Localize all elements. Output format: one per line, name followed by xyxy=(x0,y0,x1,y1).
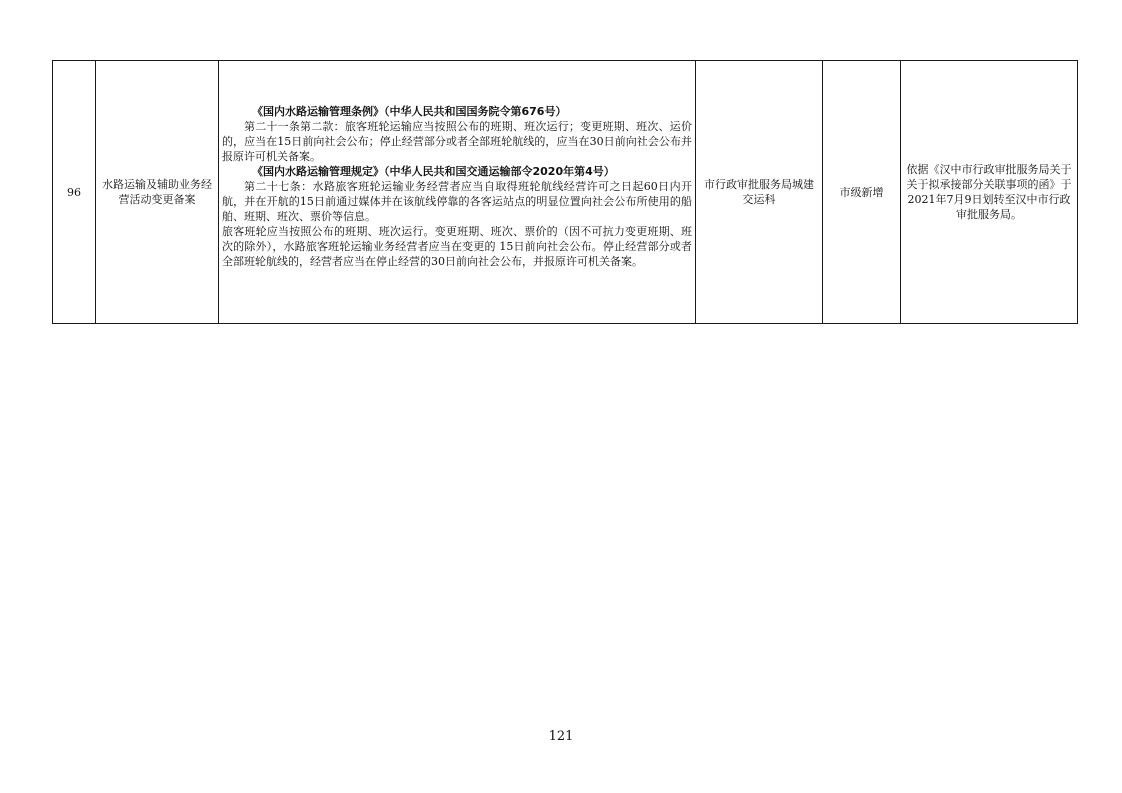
department: 市行政审批服务局城建交运科 xyxy=(704,178,814,206)
law2-text: 第二十七条：水路旅客班轮运输业务经营者应当自取得班轮航线经营许可之日起60日内开航，并在开航的15日前通过媒体并在该航线停靠的各客运站点的明显位置向社会公布所使用的船舶、班期、班次、票价等信息。 xyxy=(222,179,692,223)
level-cell xyxy=(823,61,901,324)
level: 市级新增 xyxy=(839,185,884,199)
note: 依据《汉中市行政审批服务局关于关于拟承接部分关联事项的函》于2021年7月9日划转至汉中市行政审批服务局。 xyxy=(906,163,1072,221)
law2-title: 《国内水路运输管理规定》（中华人民共和国交通运输部令2020年第4号） xyxy=(252,164,615,178)
legal-basis-cell xyxy=(219,61,696,324)
row-number-cell xyxy=(53,61,96,324)
law2-text-2: 旅客班轮应当按照公布的班期、班次运行。变更班期、班次、票价的（因不可抗力变更班期、班次的除外），水路旅客班轮运输业务经营者应当在变更的 15日前向社会公布。停止经营部分或者全部班轮航线的，经营者应当在停止经营的30日前向社会公布，并报原许可机关备案。 xyxy=(222,224,692,268)
note-cell xyxy=(901,61,1078,324)
item-name-cell xyxy=(96,61,219,324)
page-number: 121 xyxy=(548,729,574,744)
law1-title: 《国内水路运输管理条例》（中华人民共和国国务院令第676号） xyxy=(252,104,567,118)
catalog-table xyxy=(52,60,1078,324)
item-name: 水路运输及辅助业务经营活动变更备案 xyxy=(102,178,212,206)
table-row xyxy=(53,61,1078,324)
row-number: 96 xyxy=(67,185,81,199)
department-cell xyxy=(696,61,823,324)
law1-text: 第二十一条第二款：旅客班轮运输应当按照公布的班期、班次运行；变更班期、班次、运价的，应当在15日前向社会公布；停止经营部分或者全部班轮航线的，应当在30日前向社会公布并报原许可机关备案。 xyxy=(222,119,692,163)
legal-basis xyxy=(219,104,695,269)
